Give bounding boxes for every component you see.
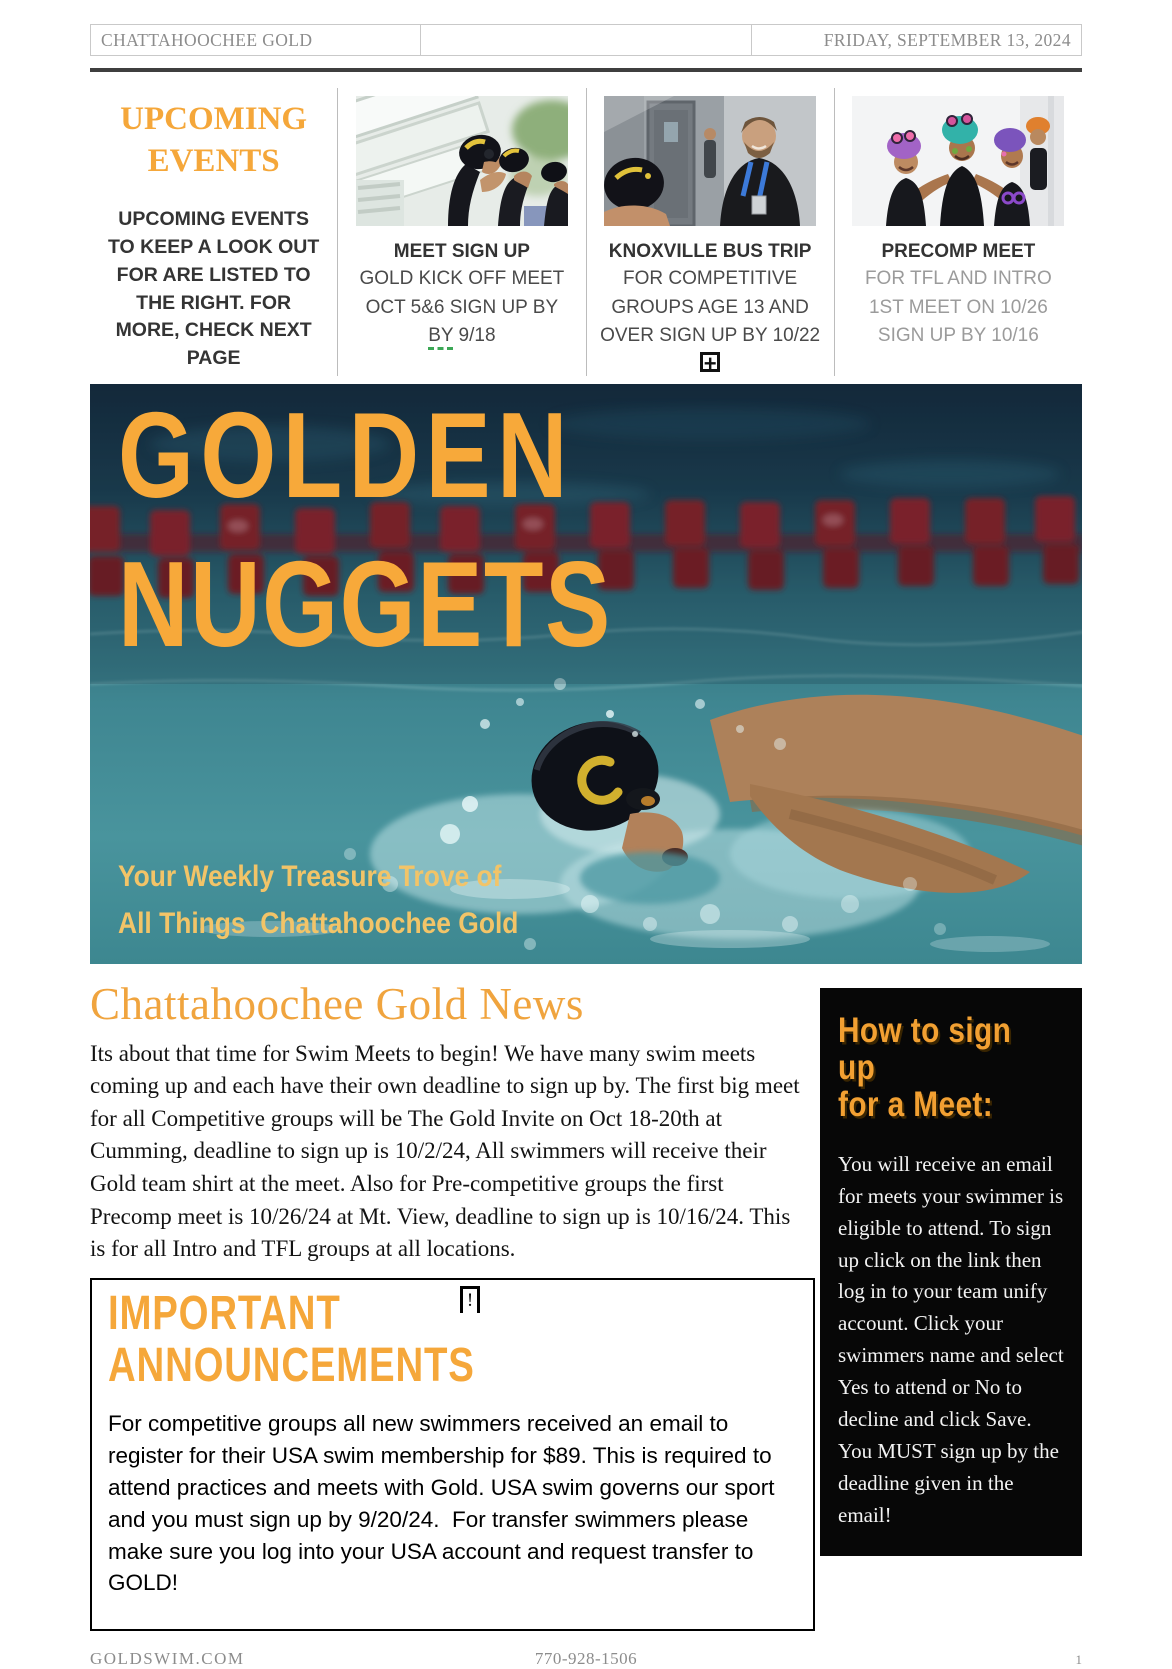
important-announcements-box (90, 1278, 815, 1631)
news-body-text: Its about that time for Swim Meets to begin! We have many swim meets coming up and each have their own deadline to sign up by. The first big meet for all Competitive groups will be The Gold Invite on Oct 18-20th at Cumming, deadline to sign up is 10/2/24, All swimmers will receive their Gold team shirt at the meet. Also for Pre-competitive groups the first Precomp meet is 10/26/24 at Mt. View, deadline to sign up is 10/16/24. This is for all Intro and TFL groups at all locations. (90, 1040, 800, 1262)
event-card-title: MEET SIGN UP (393, 241, 530, 262)
news-column (90, 978, 815, 1632)
event-card-precomp (834, 88, 1082, 376)
caption-line: GROUPS AGE 13 AND (611, 296, 809, 318)
masthead (90, 24, 1082, 56)
masthead-date: FRIDAY, SEPTEMBER 13, 2024 (751, 25, 1081, 56)
hero-banner (90, 384, 1082, 964)
knoxville-bus-trip-photo (604, 96, 816, 226)
header-divider (90, 68, 1082, 72)
caption-line: FOR COMPETITIVE (623, 268, 798, 289)
caption-line: GOLD KICK OFF MEET (359, 268, 565, 289)
upcoming-events-column (90, 88, 337, 376)
announcements-heading-wrap (108, 1288, 797, 1392)
footer-page-number: 1 (1075, 1652, 1083, 1668)
main-content-row (90, 978, 1082, 1632)
caption-line: OVER SIGN UP BY 10/22 (600, 325, 821, 346)
announcements-heading: IMPORTANT ANNOUNCEMENTS (108, 1287, 475, 1392)
event-card-caption (845, 265, 1072, 351)
page-footer (90, 1649, 1082, 1669)
newsletter-title-line1: GOLDEN (118, 386, 574, 523)
event-card-caption (597, 265, 824, 351)
signup-guide-body-text: You will receive an email for meets your swimmer is eligible to attend. To sign up click on the link then log in to your team unify account. Click your swimmers name and select Yes to attend or No to decline and click Save. You MUST sign up by the deadline given in the email! (838, 1151, 1069, 1527)
newsletter-title (118, 386, 735, 672)
meet-signup-photo (356, 96, 568, 226)
event-card-meet-signup (337, 88, 585, 376)
grammar-flagged-word: BY (428, 325, 453, 350)
caption-line: SIGN UP BY 10/16 (877, 325, 1039, 346)
newsletter-tagline: Your Weekly Treasure Trove of All Things Chattahoochee Gold (118, 859, 519, 941)
news-section-heading: Chattahoochee Gold News (90, 978, 584, 1029)
event-card-title: PRECOMP MEET (881, 241, 1036, 262)
upcoming-events-title: UPCOMING EVENTS (120, 101, 308, 180)
caption-line: OCT 5&6 SIGN UP BY (365, 296, 559, 318)
event-card-knoxville (586, 88, 834, 376)
caption-line: FOR TFL AND INTRO (864, 268, 1052, 289)
footer-website: GOLDSWIM.COM (90, 1649, 245, 1669)
announcements-body-text: For competitive groups all new swimmers received an email to register for their USA swim membership for $89. This is required to attend practices and meets with Gold. USA swim governs our sport and you must sign up by 9/20/24. For transfer swimmers please make sure you log into your USA account and request transfer to GOLD! (108, 1410, 781, 1596)
caption-line: 1ST MEET ON 10/26 (868, 296, 1048, 318)
precomp-meet-photo (852, 96, 1064, 226)
image-placeholder-icon[interactable]: + (700, 352, 720, 372)
event-card-caption (348, 265, 575, 351)
event-card-title: KNOXVILLE BUS TRIP (608, 241, 812, 262)
caption-line: 9/18 (458, 325, 496, 346)
masthead-center (421, 25, 751, 56)
masthead-left: CHATTAHOOCHEE GOLD (91, 25, 421, 56)
meet-signup-guide (820, 988, 1082, 1556)
signup-guide-heading: How to sign up for a Meet: (838, 1010, 1012, 1124)
alert-placeholder-icon[interactable]: ! (460, 1286, 480, 1313)
newsletter-title-line2: NUGGETS (118, 535, 612, 672)
footer-phone: 770-928-1506 (534, 1649, 638, 1669)
upcoming-events-note: UPCOMING EVENTS TO KEEP A LOOK OUT FOR ARE LISTED TO THE RIGHT. FOR MORE, CHECK NEXT PAGE (107, 208, 320, 369)
upcoming-events-row (90, 88, 1082, 376)
